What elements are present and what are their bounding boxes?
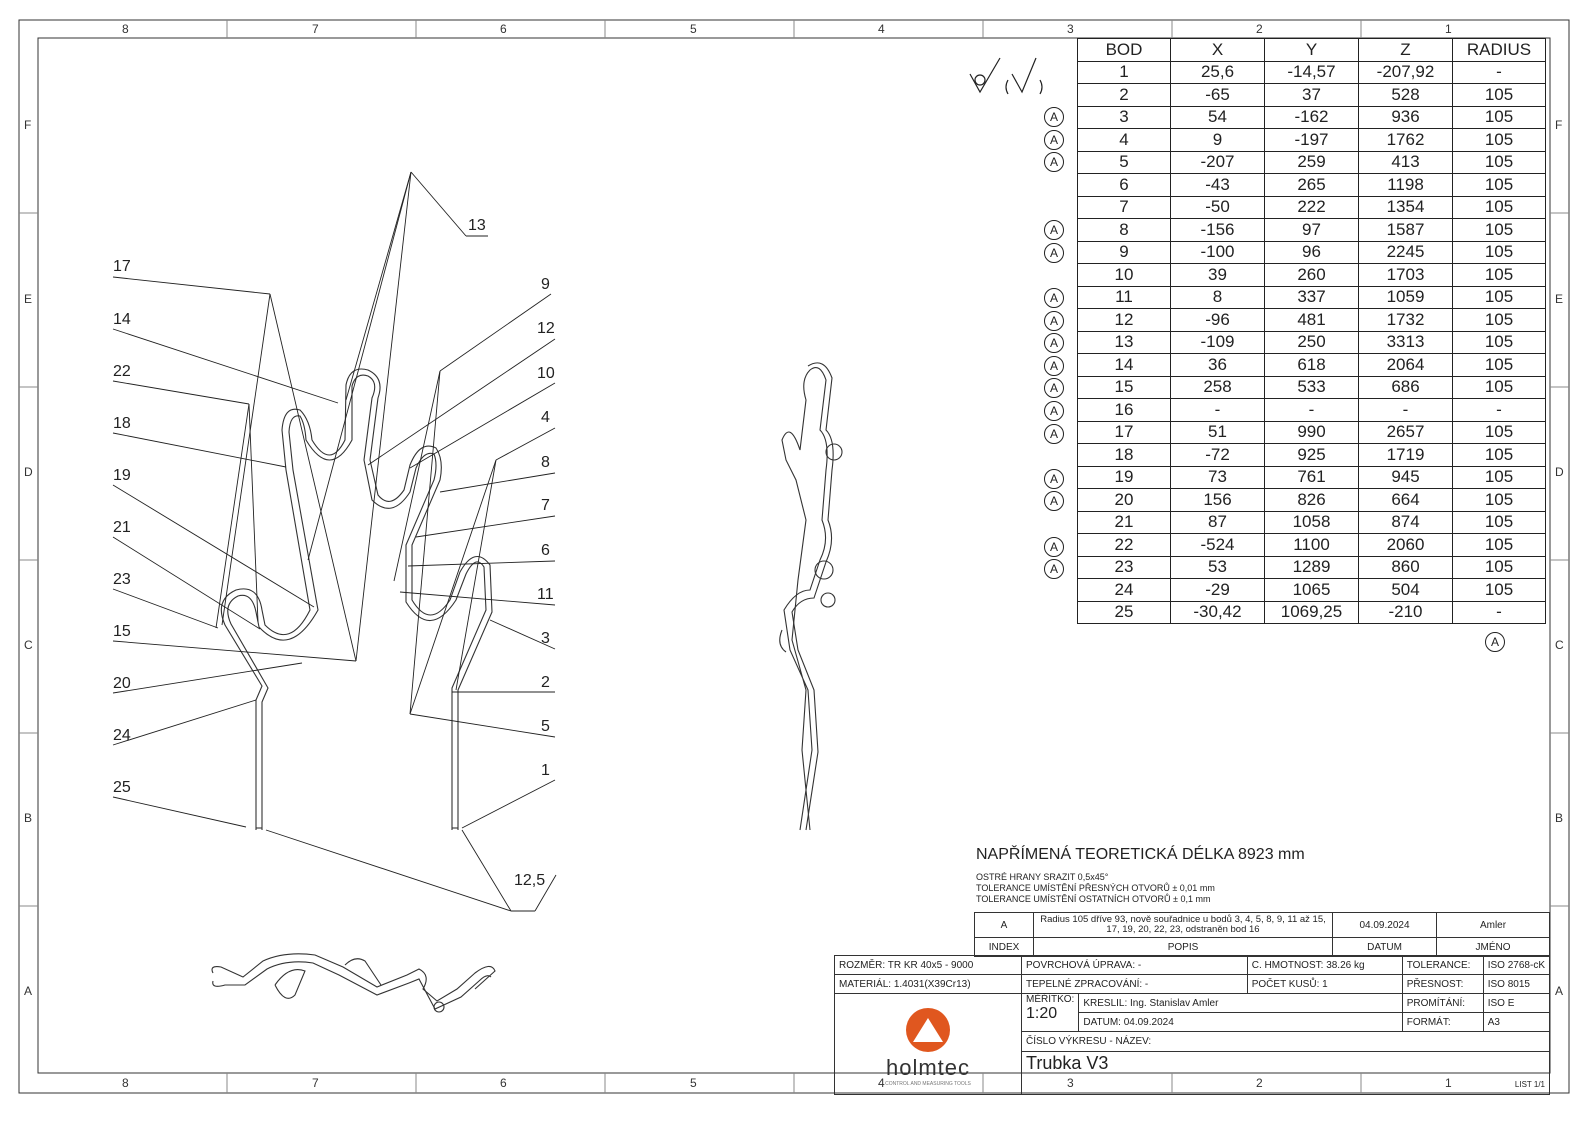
point-label: 14 xyxy=(113,311,131,328)
table-cell-r: 105 xyxy=(1453,421,1546,444)
note-line: OSTRÉ HRANY SRAZIT 0,5x45° xyxy=(976,872,1109,882)
table-row xyxy=(1078,219,1546,242)
zone-label: 7 xyxy=(312,1076,319,1090)
zone-label: E xyxy=(24,292,33,306)
table-cell-r: - xyxy=(1453,61,1546,84)
zone-label: 5 xyxy=(690,22,697,36)
table-cell-x: 39 xyxy=(1171,264,1265,287)
table-cell-r: 105 xyxy=(1453,106,1546,129)
table-row xyxy=(1078,84,1546,107)
table-row xyxy=(1078,129,1546,152)
point-label: 23 xyxy=(113,571,131,588)
table-cell-z: 1762 xyxy=(1359,129,1453,152)
table-cell-x: -156 xyxy=(1171,219,1265,242)
table-cell-r: 105 xyxy=(1453,331,1546,354)
zone-label: B xyxy=(24,811,33,825)
zone-label: 3 xyxy=(1067,22,1074,36)
table-row xyxy=(1078,151,1546,174)
revision-mark-icon: A xyxy=(1044,356,1064,376)
revision-mark-icon: A xyxy=(1044,288,1064,308)
table-cell-z: 2245 xyxy=(1359,241,1453,264)
table-cell-y: 1069,25 xyxy=(1265,601,1359,624)
table-cell-y: 925 xyxy=(1265,444,1359,467)
meritko-value: 1:20 xyxy=(1026,1005,1058,1022)
promitani-value: ISO E xyxy=(1483,994,1549,1013)
table-cell-x: -43 xyxy=(1171,174,1265,197)
table-cell-y: 1289 xyxy=(1265,556,1359,579)
column-header: Z xyxy=(1359,39,1453,62)
point-label: 22 xyxy=(113,363,131,380)
drawing-name: Trubka V3 xyxy=(1022,1051,1550,1076)
zone-label: 6 xyxy=(500,22,507,36)
point-label: 15 xyxy=(113,623,131,640)
tolerance-label: TOLERANCE: xyxy=(1402,956,1483,975)
table-cell-r: 105 xyxy=(1453,579,1546,602)
table-cell-bod: 4 xyxy=(1078,129,1171,152)
table-cell-r: 105 xyxy=(1453,376,1546,399)
zone-label: 2 xyxy=(1256,22,1263,36)
table-cell-x: 25,6 xyxy=(1171,61,1265,84)
revision-mark-icon: A xyxy=(1044,130,1064,150)
point-label: 13 xyxy=(468,217,486,234)
zone-label: 4 xyxy=(878,1076,885,1090)
table-row xyxy=(1078,196,1546,219)
table-cell-y: 761 xyxy=(1265,466,1359,489)
rozmer-field: ROZMĚR: TR KR 40x5 - 9000 xyxy=(835,956,1022,975)
table-cell-bod: 21 xyxy=(1078,511,1171,534)
point-label: 10 xyxy=(537,365,555,382)
table-cell-z: 945 xyxy=(1359,466,1453,489)
table-cell-z: 504 xyxy=(1359,579,1453,602)
table-cell-y: 37 xyxy=(1265,84,1359,107)
table-cell-x: -207 xyxy=(1171,151,1265,174)
revision-mark-icon: A xyxy=(1044,243,1064,263)
table-cell-bod: 6 xyxy=(1078,174,1171,197)
revision-date: 04.09.2024 xyxy=(1333,913,1437,938)
revision-mark-icon: A xyxy=(1044,537,1064,557)
cislo-label: ČÍSLO VÝKRESU - NÁZEV: xyxy=(1022,1032,1550,1051)
logo-text: holmtec xyxy=(885,1054,971,1080)
table-row xyxy=(1078,61,1546,84)
tube-side-view xyxy=(770,360,860,840)
table-row xyxy=(1078,241,1546,264)
promitani-label: PROMÍTÁNÍ: xyxy=(1402,994,1483,1013)
table-row xyxy=(1078,421,1546,444)
table-cell-bod: 24 xyxy=(1078,579,1171,602)
table-cell-y: 250 xyxy=(1265,331,1359,354)
zone-label: 4 xyxy=(878,22,885,36)
table-cell-bod: 17 xyxy=(1078,421,1171,444)
table-cell-r: 105 xyxy=(1453,286,1546,309)
table-cell-x: -109 xyxy=(1171,331,1265,354)
table-cell-x: 8 xyxy=(1171,286,1265,309)
table-row xyxy=(1078,556,1546,579)
kreslil-field: KRESLIL: Ing. Stanislav Amler xyxy=(1079,994,1402,1013)
point-label: 7 xyxy=(541,497,550,514)
table-cell-r: 105 xyxy=(1453,466,1546,489)
table-cell-z: 1198 xyxy=(1359,174,1453,197)
zone-label: D xyxy=(1555,465,1564,479)
point-label: 12 xyxy=(537,320,555,337)
revision-index: A xyxy=(975,913,1034,938)
revision-description: Radius 105 dříve 93, nově souřadnice u bodů 3, 4, 5, 8, 9, 11 až 15, 17, 19, 20, 22, 23, odstraněn bod 16 xyxy=(1034,913,1333,938)
table-cell-bod: 23 xyxy=(1078,556,1171,579)
table-cell-bod: 3 xyxy=(1078,106,1171,129)
table-cell-r: - xyxy=(1453,399,1546,422)
sheet-number: LIST 1/1 xyxy=(1022,1076,1550,1095)
table-cell-r: 105 xyxy=(1453,534,1546,557)
holmtec-logo-icon xyxy=(893,1002,963,1052)
revision-col-index: INDEX xyxy=(975,938,1034,957)
table-cell-y: 97 xyxy=(1265,219,1359,242)
table-cell-z: 1703 xyxy=(1359,264,1453,287)
table-row xyxy=(1078,466,1546,489)
table-cell-bod: 5 xyxy=(1078,151,1171,174)
table-cell-z: 686 xyxy=(1359,376,1453,399)
table-cell-y: 481 xyxy=(1265,309,1359,332)
zone-label: C xyxy=(1555,638,1564,652)
table-cell-x: 87 xyxy=(1171,511,1265,534)
table-cell-z: 528 xyxy=(1359,84,1453,107)
table-cell-bod: 7 xyxy=(1078,196,1171,219)
coordinates-table xyxy=(1077,38,1546,624)
table-row xyxy=(1078,264,1546,287)
zone-label: 2 xyxy=(1256,1076,1263,1090)
table-row xyxy=(1078,444,1546,467)
table-cell-z: 1587 xyxy=(1359,219,1453,242)
revision-col-jmeno: JMÉNO xyxy=(1437,938,1550,957)
table-row xyxy=(1078,309,1546,332)
table-cell-bod: 16 xyxy=(1078,399,1171,422)
table-cell-z: -207,92 xyxy=(1359,61,1453,84)
title-row xyxy=(835,975,1550,994)
table-cell-r: 105 xyxy=(1453,129,1546,152)
table-cell-r: 105 xyxy=(1453,489,1546,512)
presnost-value: ISO 8015 xyxy=(1483,975,1549,994)
table-cell-r: 105 xyxy=(1453,174,1546,197)
revision-name: Amler xyxy=(1437,913,1550,938)
table-row xyxy=(1078,489,1546,512)
table-cell-z: 860 xyxy=(1359,556,1453,579)
table-cell-z: 1732 xyxy=(1359,309,1453,332)
zone-label: 5 xyxy=(690,1076,697,1090)
table-row xyxy=(1078,354,1546,377)
zone-label: B xyxy=(1555,811,1564,825)
table-cell-y: 533 xyxy=(1265,376,1359,399)
note-line: TOLERANCE UMÍSTĚNÍ OSTATNÍCH OTVORŮ ± 0,1 mm xyxy=(976,894,1211,904)
pocet-label: POČET KUSŮ: xyxy=(1251,978,1320,990)
table-cell-z: 1059 xyxy=(1359,286,1453,309)
table-cell-bod: 13 xyxy=(1078,331,1171,354)
table-row xyxy=(1078,399,1546,422)
revision-mark-icon: A xyxy=(1044,559,1064,579)
table-cell-y: 260 xyxy=(1265,264,1359,287)
table-cell-r: 105 xyxy=(1453,556,1546,579)
logo-subtitle: CONTROL AND MEASURING TOOLS xyxy=(885,1080,971,1087)
table-cell-z: 413 xyxy=(1359,151,1453,174)
table-cell-z: 3313 xyxy=(1359,331,1453,354)
point-label: 24 xyxy=(113,727,131,744)
point-label: 5 xyxy=(541,718,550,735)
table-cell-x: 36 xyxy=(1171,354,1265,377)
point-label: 11 xyxy=(537,586,554,603)
zone-label: F xyxy=(24,118,32,132)
title-row xyxy=(835,956,1550,975)
point-label: 3 xyxy=(541,630,550,647)
table-cell-bod: 12 xyxy=(1078,309,1171,332)
table-row xyxy=(1078,579,1546,602)
table-cell-z: -210 xyxy=(1359,601,1453,624)
revision-header-row xyxy=(975,938,1550,957)
zone-label: 7 xyxy=(312,22,319,36)
point-label: 9 xyxy=(541,276,550,293)
table-cell-z: 1354 xyxy=(1359,196,1453,219)
table-cell-x: 54 xyxy=(1171,106,1265,129)
table-cell-x: -524 xyxy=(1171,534,1265,557)
format-label: FORMÁT: xyxy=(1402,1013,1483,1032)
table-cell-y: - xyxy=(1265,399,1359,422)
zone-label: A xyxy=(24,984,33,998)
table-row xyxy=(1078,174,1546,197)
table-cell-z: 874 xyxy=(1359,511,1453,534)
table-cell-bod: 10 xyxy=(1078,264,1171,287)
table-cell-y: 96 xyxy=(1265,241,1359,264)
zone-label: A xyxy=(1555,984,1564,998)
table-row xyxy=(1078,511,1546,534)
revision-mark-icon: A xyxy=(1044,491,1064,511)
zone-label: 1 xyxy=(1445,1076,1452,1090)
table-cell-bod: 2 xyxy=(1078,84,1171,107)
zone-label: D xyxy=(24,465,33,479)
table-cell-x: -65 xyxy=(1171,84,1265,107)
revision-mark-icon: A xyxy=(1044,311,1064,331)
table-cell-y: 826 xyxy=(1265,489,1359,512)
revision-col-popis: POPIS xyxy=(1034,938,1333,957)
table-cell-x: 156 xyxy=(1171,489,1265,512)
table-cell-z: 2064 xyxy=(1359,354,1453,377)
table-cell-y: 1100 xyxy=(1265,534,1359,557)
note-line: TOLERANCE UMÍSTĚNÍ PŘESNÝCH OTVORŮ ± 0,01 mm xyxy=(976,883,1215,893)
zone-label: 1 xyxy=(1445,22,1452,36)
table-row xyxy=(1078,376,1546,399)
revision-mark-icon: A xyxy=(1044,107,1064,127)
tube-top-view xyxy=(205,945,505,1015)
table-cell-r: 105 xyxy=(1453,84,1546,107)
pocet-value: 1 xyxy=(1322,978,1328,990)
table-row xyxy=(1078,601,1546,624)
table-cell-z: 936 xyxy=(1359,106,1453,129)
revision-mark-icon: A xyxy=(1044,333,1064,353)
table-cell-x: -100 xyxy=(1171,241,1265,264)
point-label: 18 xyxy=(113,415,131,432)
table-row xyxy=(1078,331,1546,354)
point-label: 20 xyxy=(113,675,131,692)
table-cell-y: 265 xyxy=(1265,174,1359,197)
point-label: 2 xyxy=(541,674,550,691)
table-cell-r: 105 xyxy=(1453,151,1546,174)
material-field: MATERIÁL: 1.4031(X39Cr13) xyxy=(835,975,1022,994)
zone-label: 8 xyxy=(122,1076,129,1090)
point-label: 25 xyxy=(113,779,131,796)
table-cell-x: -50 xyxy=(1171,196,1265,219)
table-cell-r: 105 xyxy=(1453,444,1546,467)
table-cell-x: 53 xyxy=(1171,556,1265,579)
table-cell-r: - xyxy=(1453,601,1546,624)
point-label: 21 xyxy=(113,519,131,536)
table-cell-x: -30,42 xyxy=(1171,601,1265,624)
table-cell-x: 258 xyxy=(1171,376,1265,399)
title-row xyxy=(835,994,1550,1013)
point-label: 4 xyxy=(541,409,550,426)
table-cell-bod: 18 xyxy=(1078,444,1171,467)
table-cell-bod: 15 xyxy=(1078,376,1171,399)
point-label: 17 xyxy=(113,258,131,275)
zone-label: 6 xyxy=(500,1076,507,1090)
meritko-label: MĚŘÍTKO: xyxy=(1026,994,1075,1005)
table-cell-x: -96 xyxy=(1171,309,1265,332)
revision-mark-icon: A xyxy=(1044,401,1064,421)
table-cell-y: 337 xyxy=(1265,286,1359,309)
table-cell-bod: 1 xyxy=(1078,61,1171,84)
title-block xyxy=(834,955,1550,1095)
revision-mark-icon: A xyxy=(1044,424,1064,444)
column-header: Y xyxy=(1265,39,1359,62)
zone-label: 3 xyxy=(1067,1076,1074,1090)
tepelne-field: TEPELNÉ ZPRACOVÁNÍ: - xyxy=(1022,975,1248,994)
table-header-row xyxy=(1078,39,1546,62)
table-cell-y: 1065 xyxy=(1265,579,1359,602)
revision-mark-icon: A xyxy=(1044,152,1064,172)
hmotnost-label: C. HMOTNOST: xyxy=(1251,959,1324,971)
table-cell-r: 105 xyxy=(1453,196,1546,219)
table-cell-x: -29 xyxy=(1171,579,1265,602)
revision-mark-icon: A xyxy=(1044,378,1064,398)
table-cell-y: 259 xyxy=(1265,151,1359,174)
point-label: 1 xyxy=(541,762,550,779)
table-cell-bod: 25 xyxy=(1078,601,1171,624)
table-cell-y: -197 xyxy=(1265,129,1359,152)
table-cell-x: 51 xyxy=(1171,421,1265,444)
column-header: RADIUS xyxy=(1453,39,1546,62)
tolerance-value: ISO 2768-cK xyxy=(1483,956,1549,975)
table-cell-z: 664 xyxy=(1359,489,1453,512)
table-cell-x: - xyxy=(1171,399,1265,422)
table-cell-z: - xyxy=(1359,399,1453,422)
table-cell-z: 1719 xyxy=(1359,444,1453,467)
table-cell-r: 105 xyxy=(1453,511,1546,534)
table-cell-z: 2060 xyxy=(1359,534,1453,557)
table-cell-r: 105 xyxy=(1453,219,1546,242)
table-row xyxy=(1078,534,1546,557)
point-label: 19 xyxy=(113,467,131,484)
table-cell-y: -162 xyxy=(1265,106,1359,129)
table-cell-y: 222 xyxy=(1265,196,1359,219)
zone-label: F xyxy=(1555,118,1563,132)
presnost-label: PŘESNOST: xyxy=(1402,975,1483,994)
table-cell-bod: 20 xyxy=(1078,489,1171,512)
table-cell-y: 618 xyxy=(1265,354,1359,377)
table-cell-bod: 14 xyxy=(1078,354,1171,377)
table-cell-r: 105 xyxy=(1453,264,1546,287)
revision-table xyxy=(974,912,1550,957)
dimension-label: 12,5 xyxy=(514,872,546,889)
table-cell-r: 105 xyxy=(1453,241,1546,264)
table-cell-bod: 19 xyxy=(1078,466,1171,489)
company-logo xyxy=(835,994,1022,1095)
column-header: X xyxy=(1171,39,1265,62)
column-header: BOD xyxy=(1078,39,1171,62)
table-cell-y: -14,57 xyxy=(1265,61,1359,84)
zone-label: 8 xyxy=(122,22,129,36)
table-cell-bod: 9 xyxy=(1078,241,1171,264)
table-cell-y: 990 xyxy=(1265,421,1359,444)
revision-mark-icon: A xyxy=(1044,469,1064,489)
format-value: A3 xyxy=(1483,1013,1549,1032)
straight-length-note: NAPŘÍMENÁ TEORETICKÁ DÉLKA 8923 mm xyxy=(976,846,1305,863)
revision-mark-icon: A xyxy=(1044,220,1064,240)
table-cell-x: 9 xyxy=(1171,129,1265,152)
point-label: 6 xyxy=(541,542,550,559)
table-cell-x: -72 xyxy=(1171,444,1265,467)
table-row xyxy=(1078,286,1546,309)
coordinates-table-body xyxy=(1078,61,1546,624)
datum-field: DATUM: 04.09.2024 xyxy=(1079,1013,1402,1032)
revision-col-datum: DATUM xyxy=(1333,938,1437,957)
revision-marker: A xyxy=(1485,632,1505,652)
table-cell-y: 1058 xyxy=(1265,511,1359,534)
zone-label: E xyxy=(1555,292,1564,306)
hmotnost-value: 38.26 kg xyxy=(1326,959,1365,971)
table-cell-x: 73 xyxy=(1171,466,1265,489)
table-cell-bod: 22 xyxy=(1078,534,1171,557)
table-row xyxy=(1078,106,1546,129)
table-cell-bod: 11 xyxy=(1078,286,1171,309)
point-label: 8 xyxy=(541,454,550,471)
revision-row xyxy=(975,913,1550,938)
table-cell-r: 105 xyxy=(1453,354,1546,377)
general-notes xyxy=(976,872,1215,905)
table-cell-bod: 8 xyxy=(1078,219,1171,242)
zone-label: C xyxy=(24,638,33,652)
povrch-field: POVRCHOVÁ ÚPRAVA: - xyxy=(1022,956,1248,975)
table-cell-r: 105 xyxy=(1453,309,1546,332)
table-cell-z: 2657 xyxy=(1359,421,1453,444)
